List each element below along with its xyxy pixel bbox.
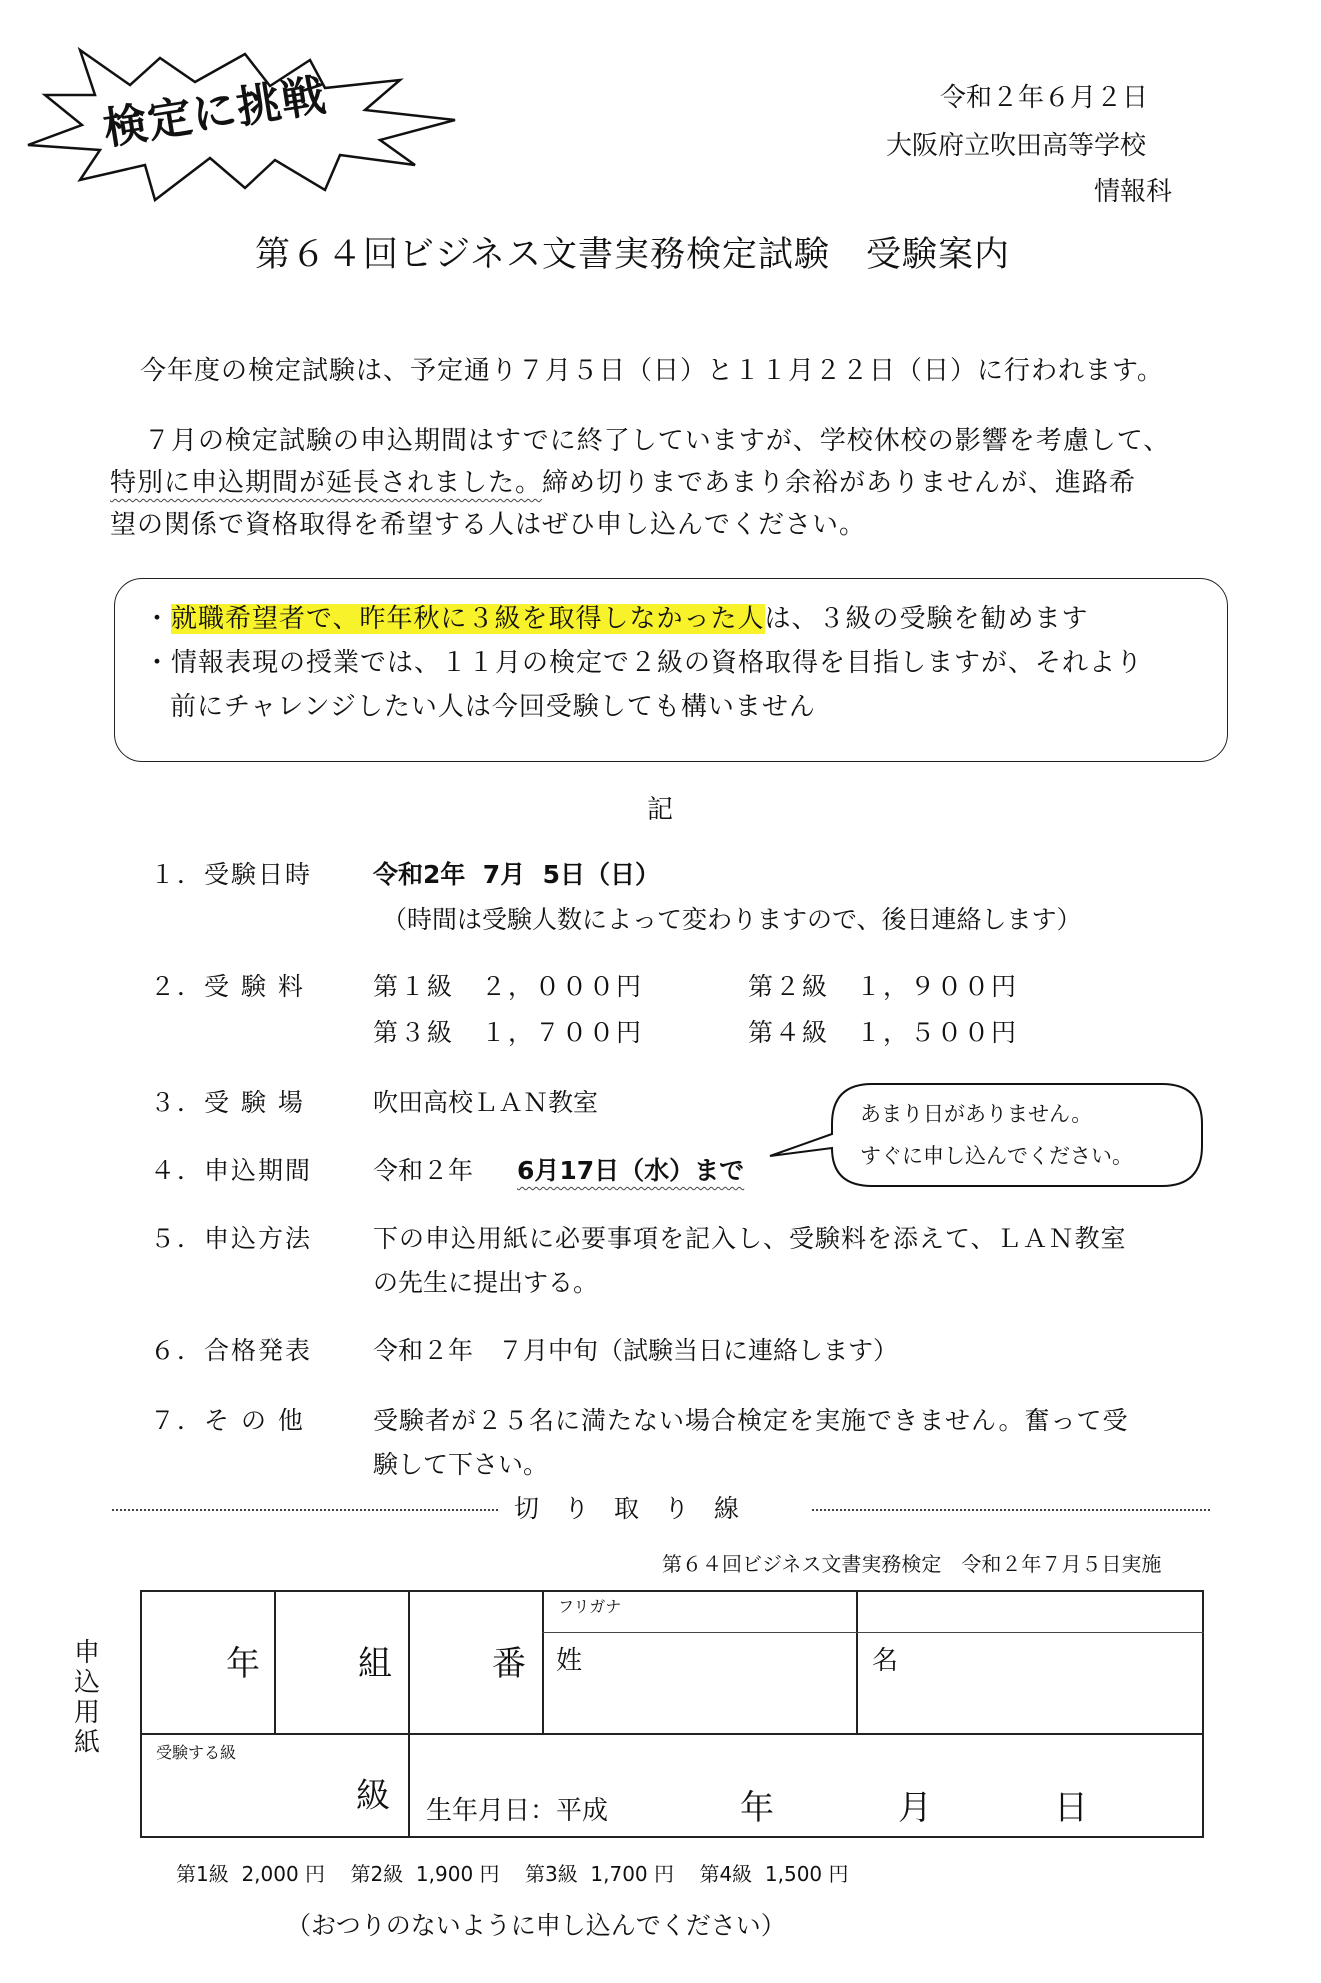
issue-date: 令和２年６月２日 [940, 83, 1149, 113]
footer-note: （おつりのないように申し込んでください） [286, 1911, 786, 1940]
fee-grade-2: 第２級 １，９００円 [748, 972, 1019, 1001]
stamp-burst [20, 40, 460, 205]
class-group-field[interactable]: 組 [358, 1644, 392, 1684]
intro-p1-text: 今年度の検定試験は、予定通り７月５日（日）と１１月２２日（日）に行われます。 [140, 356, 1164, 386]
bullet: ・ [144, 648, 172, 678]
extension-notice: 特別に申込期間が延長されました。 [110, 468, 543, 498]
item-3-label: ３．受 験 場 [150, 1088, 305, 1117]
note-2-line1: 情報表現の授業では、１１月の検定で２級の資格取得を目指しますが、それより [171, 648, 1144, 678]
intro-paragraph-2 [110, 420, 1170, 546]
other-note-1: 受験者が２５名に満たない場合検定を実施できません。奮って受 [373, 1406, 1129, 1435]
stamp-text: 検定に挑戦 [99, 69, 330, 156]
item-5-label: ５．申込方法 [150, 1224, 313, 1253]
form-col-divider-2 [408, 1590, 410, 1838]
exam-venue: 吹田高校ＬＡＮ教室 [373, 1088, 599, 1117]
side-char-4: 紙 [73, 1728, 100, 1758]
callout-bubble [762, 1076, 1212, 1196]
fee-grade-1: 第１級 ２，０００円 [373, 972, 644, 1001]
application-method-1: 下の申込用紙に必要事項を記入し、受験料を添えて、ＬＡＮ教室 [373, 1224, 1127, 1253]
item-4-label: ４．申込期間 [150, 1156, 313, 1185]
class-number-field[interactable]: 番 [492, 1644, 526, 1684]
grade-field[interactable]: 級 [356, 1776, 390, 1816]
callout-line-2: すぐに申し込んでください。 [860, 1144, 1133, 1168]
intro-p2-line3: 望の関係で資格取得を希望する人はぜひ申し込んでください。 [110, 510, 867, 540]
side-char-1: 申 [73, 1638, 100, 1668]
form-col-divider-1 [274, 1590, 276, 1733]
intro-p2-line1: ７月の検定試験の申込期間はすでに終了していますが、学校休校の影響を考慮して、 [144, 426, 1171, 456]
note-1-rest: は、３級の受験を勧めます [764, 604, 1089, 634]
note-1 [144, 598, 1089, 640]
speech-bubble-shape [762, 1076, 1212, 1196]
furigana-label: フリガナ [558, 1597, 622, 1616]
cut-line-right [812, 1509, 1210, 1511]
intro-paragraph-1 [140, 350, 1164, 392]
intro-p2-rest: 締め切りまであまり余裕がありませんが、進路希 [542, 468, 1137, 498]
given-name-field[interactable]: 名 [872, 1646, 899, 1676]
surname-field[interactable]: 姓 [556, 1646, 583, 1676]
school-name: 大阪府立吹田高等学校 [886, 131, 1147, 161]
form-row-divider [140, 1733, 1204, 1735]
form-col-divider-4 [856, 1590, 858, 1733]
birth-day-field[interactable]: 日 [1054, 1788, 1088, 1828]
item-6-label: ６．合格発表 [150, 1336, 313, 1365]
ki-marker: 記 [647, 795, 674, 825]
side-char-3: 用 [73, 1698, 100, 1728]
application-form [140, 1590, 1204, 1838]
cut-line-label: 切 り 取 り 線 [514, 1494, 740, 1523]
department: 情報科 [1094, 177, 1173, 207]
note-2-cont: 前にチャレンジしたい人は今回受験しても構いません [170, 692, 816, 722]
other-note-2: 験して下さい。 [373, 1450, 549, 1479]
birthdate-label: 生年月日：平成 [426, 1796, 609, 1826]
form-caption: 第６４回ビジネス文書実務検定 令和２年７月５日実施 [662, 1552, 1162, 1576]
form-col-divider-3 [542, 1590, 544, 1733]
item-7-label: ７．そ の 他 [150, 1406, 305, 1435]
exam-time-note: （時間は受験人数によって変わりますので、後日連絡します） [382, 905, 1082, 934]
intro-p2-line2 [110, 462, 1170, 504]
application-deadline: 6月17日（水）まで [517, 1156, 745, 1185]
fee-grade-3: 第３級 １，７００円 [373, 1018, 644, 1047]
furigana-divider [542, 1632, 1204, 1633]
deadline-prefix: 令和２年 [373, 1156, 474, 1185]
grade-label: 受験する級 [156, 1743, 237, 1762]
birth-month-field[interactable]: 月 [898, 1788, 932, 1828]
footer-fees: 第1級 2,000 円 第2級 1,900 円 第3級 1,700 円 第4級 1,500 円 [176, 1862, 849, 1886]
highlighted-note: 就職希望者で、昨年秋に３級を取得しなかった人 [171, 604, 765, 634]
item-2-label: ２．受 験 料 [150, 972, 305, 1001]
callout-line-1: あまり日がありません。 [860, 1102, 1093, 1126]
results-announcement: 令和２年 ７月中旬（試験当日に連絡します） [373, 1336, 899, 1365]
note-2 [144, 642, 1143, 684]
item-1-label: １．受験日時 [150, 860, 313, 889]
page-title: 第６４回ビジネス文書実務検定試験 受験案内 [255, 235, 1010, 275]
side-char-2: 込 [73, 1668, 100, 1698]
class-year-field[interactable]: 年 [226, 1644, 260, 1684]
bullet: ・ [144, 604, 172, 634]
fee-grade-4: 第４級 １，５００円 [748, 1018, 1019, 1047]
birth-year-field[interactable]: 年 [740, 1788, 774, 1828]
application-method-2: の先生に提出する。 [373, 1268, 599, 1297]
cut-line-left [112, 1509, 498, 1511]
form-side-label [72, 1638, 102, 1758]
exam-date: 令和2年 7月 5日（日） [373, 860, 661, 889]
